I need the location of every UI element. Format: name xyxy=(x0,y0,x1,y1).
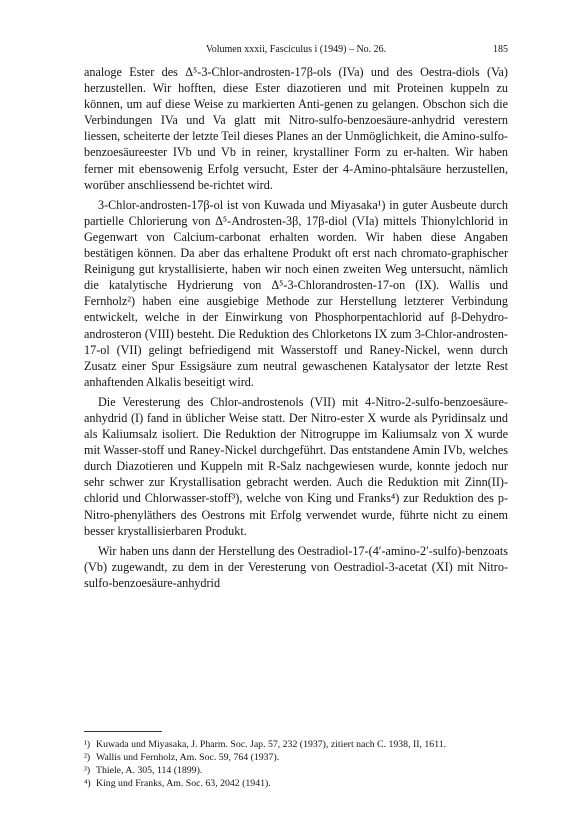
paragraph-1: analoge Ester des Δ⁵-3-Chlor-androsten-17β-ols (IVa) und des Oestra-diols (Va) herzustellen. Wir hofften, diese Ester diazotieren und mit Proteinen kuppeln zu können, um auf diese Weise zu markierten Anti-genen zu gelangen. Obschon sich die Verbindungen IVa und Va glatt mit Nitro-sulfo-benzoesäure-anhydrid verestern liessen, scheiterte der letzte Teil dieses Planes an der Unmöglichkeit, die Amino-sulfo-benzoesäureester IVb und Vb in reiner, krystalliner Form zu er-halten. Wir haben ferner mit ebensowenig Erfolg versucht, Ester der 4-Amino-phtalsäure herzustellen, worüber anschliessend be-richtet wird. xyxy=(84,65,508,192)
running-header xyxy=(84,44,508,60)
footnote-3 xyxy=(84,764,508,777)
footnote-2 xyxy=(84,751,508,764)
footnote-text: Kuwada und Miyasaka, J. Pharm. Soc. Jap. 57, 232 (1937), zitiert nach C. 1938, II, 1611. xyxy=(96,739,447,750)
body-text xyxy=(84,64,508,591)
page-number: 185 xyxy=(493,44,508,55)
footnote-text: Wallis und Fernholz, Am. Soc. 59, 764 (1937). xyxy=(96,752,280,763)
footnote-marker: ³) xyxy=(84,765,91,776)
footnote-marker: ¹) xyxy=(84,739,91,750)
footnote-1 xyxy=(84,738,508,751)
running-title: Volumen xxxii, Fasciculus i (1949) – No. 26. xyxy=(205,44,387,55)
footnote-marker: ²) xyxy=(84,752,91,763)
footnote-4 xyxy=(84,777,508,790)
footnote-text: Thiele, A. 305, 114 (1899). xyxy=(96,765,203,776)
footnotes xyxy=(84,738,508,790)
paragraph-4: Wir haben uns dann der Herstellung des Oestradiol-17-(4′-amino-2′-sulfo)-benzoats (Vb) zugewandt, zu dem in der Veresterung von Oestradiol-3-acetat (XI) mit Nitro-sulfo-benzoesäure-anhydrid xyxy=(84,543,508,590)
footnote-marker: ⁴) xyxy=(84,778,91,789)
paragraph-2: 3-Chlor-androsten-17β-ol ist von Kuwada und Miyasaka¹) in guter Ausbeute durch partielle Chlorierung von Δ⁵-Androsten-3β, 17β-diol (VIa) mittels Thionylchlorid in Gegenwart von Calcium-carbonat erhalten worden. Wir haben diese Angaben bestätigen können. Da aber das erhaltene Produkt oft erst nach chromato-graphischer Reinigung gut krystallisierte, haben wir noch einen zweiten Weg untersucht, nämlich die katalytische Hydrierung von Δ⁵-3-Chlorandrosten-17-on (IX). Wallis und Fernholz²) haben eine ausgiebige Methode zur Herstellung letzterer Verbindung entwickelt, welche in der Einwirkung von Phosphorpentachlorid auf β-Dehydro-androsteron (VIII) besteht. Die Reduktion des Chlorketons IX zum 3-Chlor-androsten-17-ol (VII) gelingt befriedigend mit Wasserstoff und Raney-Nickel, wenn durch Zusatz einer Spur Essigsäure zum neutral gewaschenen Katalysator der letzte Rest anhaftenden Alkalis beseitigt wird. xyxy=(84,197,508,389)
footnote-divider xyxy=(84,731,162,732)
footnote-text: King und Franks, Am. Soc. 63, 2042 (1941). xyxy=(96,778,271,789)
paragraph-3: Die Veresterung des Chlor-androstenols (VII) mit 4-Nitro-2-sulfo-benzoesäure-anhydrid (I) fand in üblicher Weise statt. Der Nitro-ester X wurde als Pyridinsalz und als Kaliumsalz isoliert. Die Reduktion der Nitrogruppe im Kaliumsalz von X wurde mit Wasser-stoff und Raney-Nickel durchgeführt. Das entstandene Amin IVb, welches durch Diazotieren und Kuppeln mit R-Salz nachgewiesen wurde, konnte jedoch nur sehr schwer zur Krystallisation gebracht werden. Auch die Reduktion mit Zinn(II)-chlorid und Chlorwasser-stoff³), welche von King und Franks⁴) zur Reduktion des p-Nitro-phenyläthers des Oestrons mit Erfolg verwendet wurde, führte nicht zu einem besser krystallisierbaren Produkt. xyxy=(84,394,508,538)
